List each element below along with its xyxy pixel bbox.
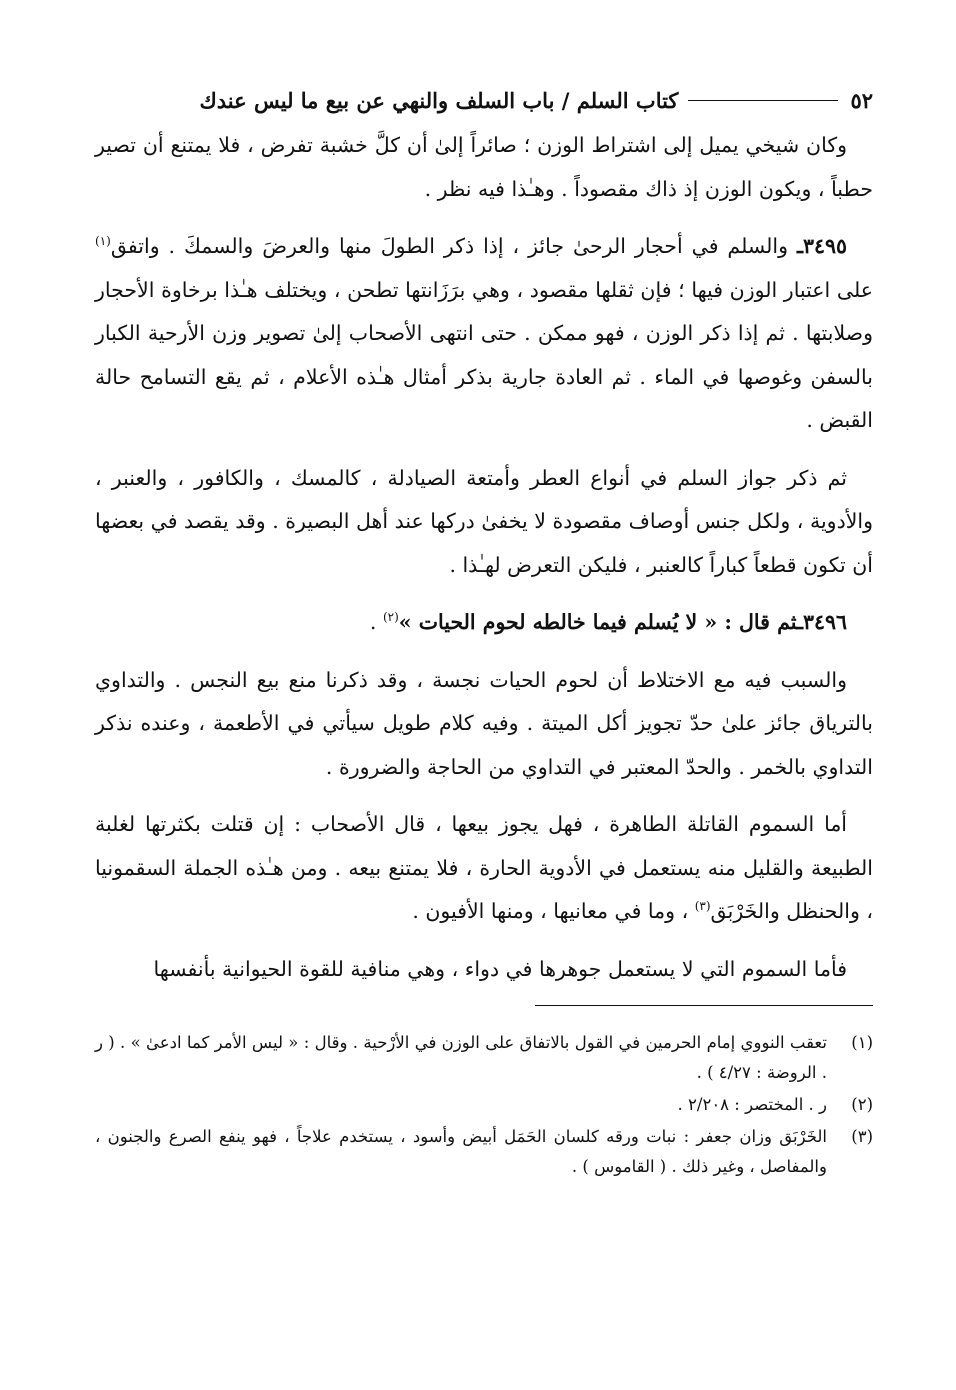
footnotes	[95, 1028, 873, 1182]
footnote-text: تعقب النووي إمام الحرمين في القول بالاتفاق على الوزن في الأرْحية . وقال : « ليس الأمر كما ادعىٰ » . ( ر . الروضة : ٤/٢٧ ) .	[95, 1033, 827, 1082]
paragraph-3495-text-b: على اعتبار الوزن فيها ؛ فإن ثقلها مقصود ، وهي برَزَانتها تطحن ، ويختلف هـٰذا برخاوة الأحجار وصلابتها . ثم إذا ذكر الوزن ، فهو ممكن . حتى انتهى الأصحاب إلىٰ تصوير وزن الأرحية الكبار بالسفن وغوصها في الماء . ثم العادة جارية بذكر أمثال هـٰذه الأعلام ، ثم يقع التسامح حالة القبض .	[95, 277, 873, 432]
footnote-text: ر . المختصر : ٢/٢٠٨ .	[677, 1095, 827, 1114]
paragraph-3-text: ثم ذكر جواز السلم في أنواع العطر وأمتعة الصيادلة ، كالمسك ، والكافور ، والعنبر ، والأدوية ، ولكل جنس أوصاف مقصودة لا يخفىٰ دركها عند أهل البصيرة . وقد يقصد في بعضها أن تكون قطعاً كباراً كالعنبر ، فليكن التعرض لهـٰذا .	[95, 465, 873, 577]
paragraph-3496-tail: .	[369, 610, 383, 634]
section-number-3496: ٣٤٩٦ـ	[796, 610, 847, 634]
footnote-separator	[535, 1005, 873, 1006]
paragraph-3495	[95, 225, 873, 443]
paragraph-3	[95, 457, 873, 588]
paragraph-7-text: فأما السموم التي لا يستعمل جوهرها في دواء ، وهي منافية للقوة الحيوانية بأنفسها	[153, 956, 847, 981]
footnote-ref-2[interactable]: (٢)	[382, 610, 399, 625]
paragraph-3496-quote: ثم قال : « لا يُسلم فيما خالطه لحوم الحيات »	[398, 610, 797, 634]
page-number: ٥٢	[850, 87, 873, 113]
footnote-number: (٢)	[851, 1095, 873, 1114]
book-page	[95, 78, 873, 1184]
running-header	[95, 78, 873, 122]
footnote-1	[95, 1028, 873, 1088]
section-number-3495: ٣٤٩٥ـ	[796, 234, 847, 258]
paragraph-5-text: والسبب فيه مع الاختلاط أن لحوم الحيات نجسة ، وقد ذكرنا منع بيع النجس . والتداوي بالترياق جائز علىٰ حدّ تجويز أكل الميتة . وفيه كلام طويل سيأتي في الأطعمة ، وعنده نذكر التداوي بالخمر . والحدّ المعتبر في التداوي من الحاجة والضرورة .	[95, 667, 873, 779]
header-rule	[688, 100, 838, 101]
footnote-ref-3[interactable]: (٣)	[694, 899, 711, 914]
paragraph-7	[95, 948, 873, 992]
footnote-number: (٣)	[851, 1127, 873, 1146]
footnote-text: الخَرْبَق وزان جعفر : نبات ورقه كلسان الحَمَل أبيض وأسود ، يستخدم علاجاً ، فهو ينفع الصرع والجنون ، والمفاصل ، وغير ذلك . ( القاموس ) .	[95, 1127, 827, 1176]
paragraph-6	[95, 803, 873, 934]
paragraph-6-text-a: أما السموم القاتلة الطاهرة ، فهل يجوز بيعها ، قال الأصحاب : إن قتلت بكثرتها لغلبة الطبيعة والقليل منه يستعمل في الأدوية الحارة ، فلا يمتنع بيعه . ومن هـٰذه الجملة السقمونيا ، والحنظل والخَرْبَق	[95, 812, 873, 923]
paragraph-6-text-b: ، وما في معانيها ، ومنها الأفيون .	[412, 899, 695, 923]
footnote-ref-1[interactable]: (١)	[95, 234, 111, 249]
footnote-number: (١)	[851, 1033, 873, 1052]
paragraph-3496	[95, 601, 873, 645]
paragraph-5	[95, 659, 873, 790]
footnote-2	[95, 1090, 873, 1120]
main-text	[95, 124, 873, 991]
paragraph-1-text: وكان شيخي يميل إلى اشتراط الوزن ؛ صائراً إلىٰ أن كلَّ خشبة تفرض ، فلا يمتنع أن تصير حطباً ، ويكون الوزن إذ ذاك مقصوداً . وهـٰذا فيه نظر .	[95, 133, 873, 201]
footnote-3	[95, 1122, 873, 1182]
running-title: كتاب السلم / باب السلف والنهي عن بيع ما ليس عندك	[199, 87, 679, 113]
paragraph-1	[95, 124, 873, 211]
paragraph-3495-text-a: والسلم في أحجار الرحىٰ جائز ، إذا ذكر الطولَ منها والعرضَ والسمكَ . واتفق	[110, 234, 797, 258]
